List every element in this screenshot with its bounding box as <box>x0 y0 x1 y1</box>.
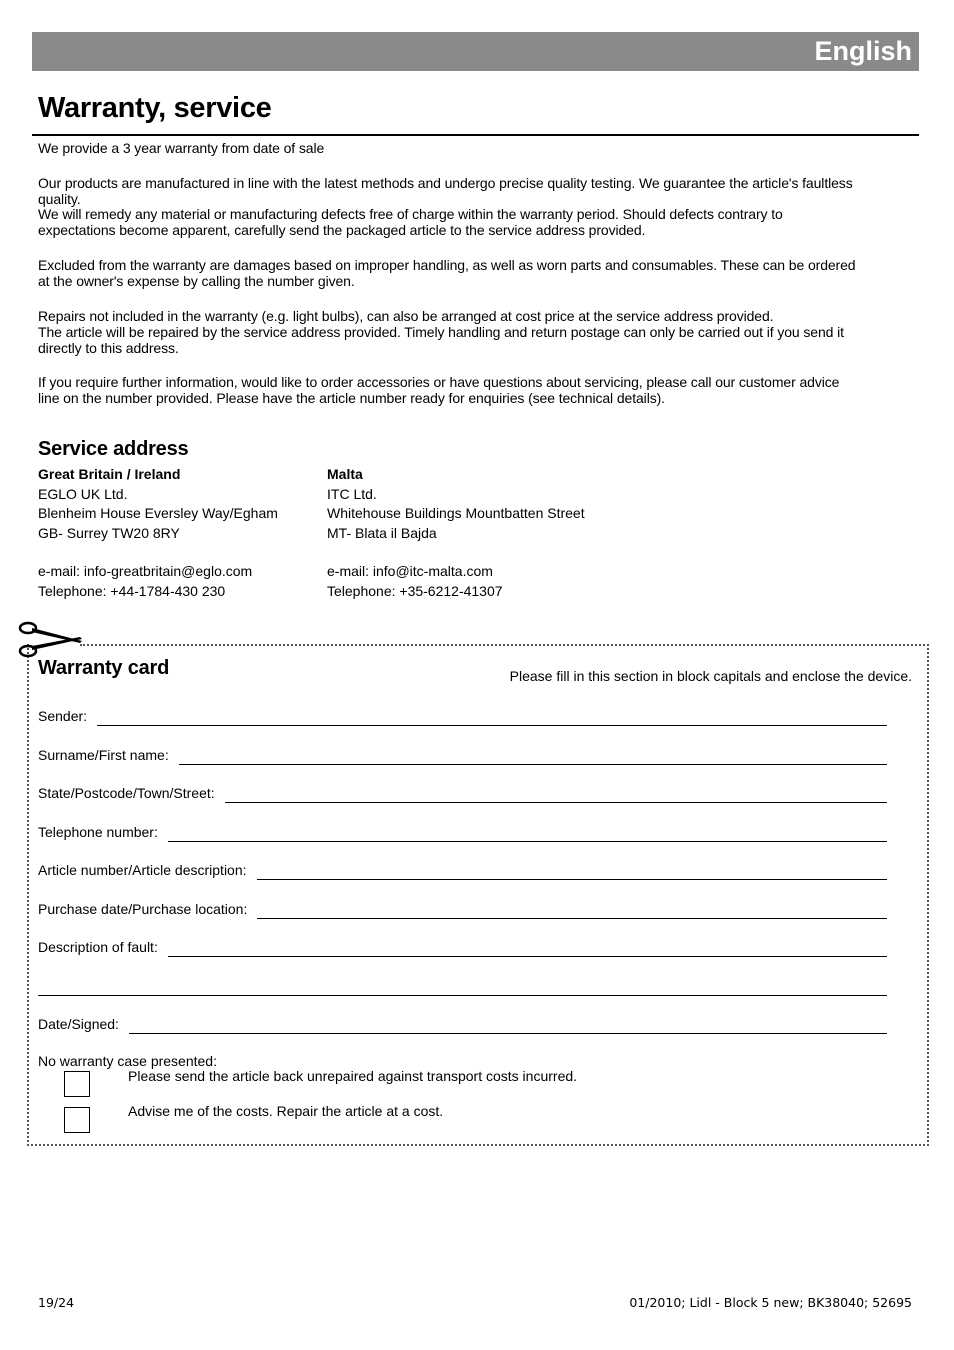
purchase-field[interactable] <box>38 897 887 919</box>
address-uk <box>38 465 278 601</box>
sender-field[interactable] <box>38 704 887 726</box>
page-title: Warranty, service <box>38 92 272 124</box>
name-input-line[interactable] <box>179 743 887 765</box>
address-uk-country: Great Britain / Ireland <box>38 466 181 482</box>
article-label: Article number/Article description: <box>38 862 247 878</box>
address-input-line[interactable] <box>225 781 887 803</box>
purchase-label: Purchase date/Purchase location: <box>38 901 248 917</box>
sender-label: Sender: <box>38 708 88 724</box>
title-divider <box>32 134 919 136</box>
fault-field[interactable] <box>38 935 887 957</box>
address-malta-city: MT- Blata il Bajda <box>327 524 437 541</box>
name-label: Surname/First name: <box>38 747 169 763</box>
address-malta-email: e-mail: info@itc-malta.com <box>327 563 493 579</box>
repairs-text: Repairs not included in the warranty (e.g. light bulbs), can also be arranged at cost price at the service address provided. <box>38 308 774 324</box>
service-address-heading: Service address <box>38 438 189 460</box>
telephone-input-line[interactable] <box>168 820 887 842</box>
article-input-line[interactable] <box>257 858 887 880</box>
language-label: English <box>814 36 912 66</box>
date-signed-input-line[interactable] <box>129 1012 887 1034</box>
purchase-input-line[interactable] <box>257 897 887 919</box>
repair-address-text: The article will be repaired by the service address provided. Timely handling and return postage can only be carried out if you send it directly to this address. <box>38 324 844 356</box>
address-malta-phone: Telephone: +35-6212-41307 <box>327 582 503 599</box>
address-malta-company: ITC Ltd. <box>327 485 377 502</box>
article-field[interactable] <box>38 858 887 880</box>
warranty-card-heading: Warranty card <box>38 657 170 679</box>
address-uk-street: Blenheim House Eversley Way/Egham <box>38 505 278 521</box>
warranty-card-instructions: Please fill in this section in block capitals and enclose the device. <box>509 668 912 684</box>
address-label: State/Postcode/Town/Street: <box>38 785 215 801</box>
warranty-period-text: We provide a 3 year warranty from date of sale <box>38 140 325 156</box>
remedy-text: We will remedy any material or manufacturing defects free of charge within the warranty period. Should defects contrary to expectations become apparent, carefully send the packaged article to the service address provided. <box>38 206 783 238</box>
fault-input-line-2[interactable] <box>38 995 887 996</box>
scissors-icon <box>18 620 84 660</box>
name-field[interactable] <box>38 743 887 765</box>
telephone-field[interactable] <box>38 820 887 842</box>
address-malta-country: Malta <box>327 466 363 482</box>
address-uk-email: e-mail: info-greatbritain@eglo.com <box>38 563 253 579</box>
address-uk-company: EGLO UK Ltd. <box>38 485 128 502</box>
address-malta <box>327 465 585 601</box>
telephone-label: Telephone number: <box>38 824 158 840</box>
address-field[interactable] <box>38 781 887 803</box>
return-unrepaired-label: Please send the article back unrepaired against transport costs incurred. <box>128 1068 578 1084</box>
address-malta-street: Whitehouse Buildings Mountbatten Street <box>327 505 585 521</box>
repair-at-cost-checkbox[interactable] <box>64 1107 90 1133</box>
no-warranty-label: No warranty case presented: <box>38 1053 217 1069</box>
return-unrepaired-checkbox[interactable] <box>64 1071 90 1097</box>
address-uk-city: GB- Surrey TW20 8RY <box>38 524 180 541</box>
quality-text: Our products are manufactured in line with the latest methods and undergo precise quality testing. We guarantee the article's faultless quality. <box>38 175 853 207</box>
fault-label: Description of fault: <box>38 939 158 955</box>
page-number: 19/24 <box>38 1295 75 1310</box>
advice-line-text: If you require further information, would like to order accessories or have questions about servicing, please call our customer advice line on the number provided. Please have the article number ready for enquiries (see technical details). <box>38 374 840 406</box>
language-bar <box>32 32 919 71</box>
date-signed-field[interactable] <box>38 1012 887 1034</box>
repair-at-cost-label: Advise me of the costs. Repair the article at a cost. <box>128 1103 444 1119</box>
document-reference: 01/2010; Lidl - Block 5 new; BK38040; 52695 <box>629 1295 912 1310</box>
date-signed-label: Date/Signed: <box>38 1016 119 1032</box>
sender-input-line[interactable] <box>97 704 887 726</box>
address-uk-phone: Telephone: +44-1784-430 230 <box>38 582 226 599</box>
fault-input-line[interactable] <box>168 935 887 957</box>
exclusions-text: Excluded from the warranty are damages based on improper handling, as well as worn parts and consumables. These can be ordered at the owner's expense by calling the number given. <box>38 257 856 289</box>
